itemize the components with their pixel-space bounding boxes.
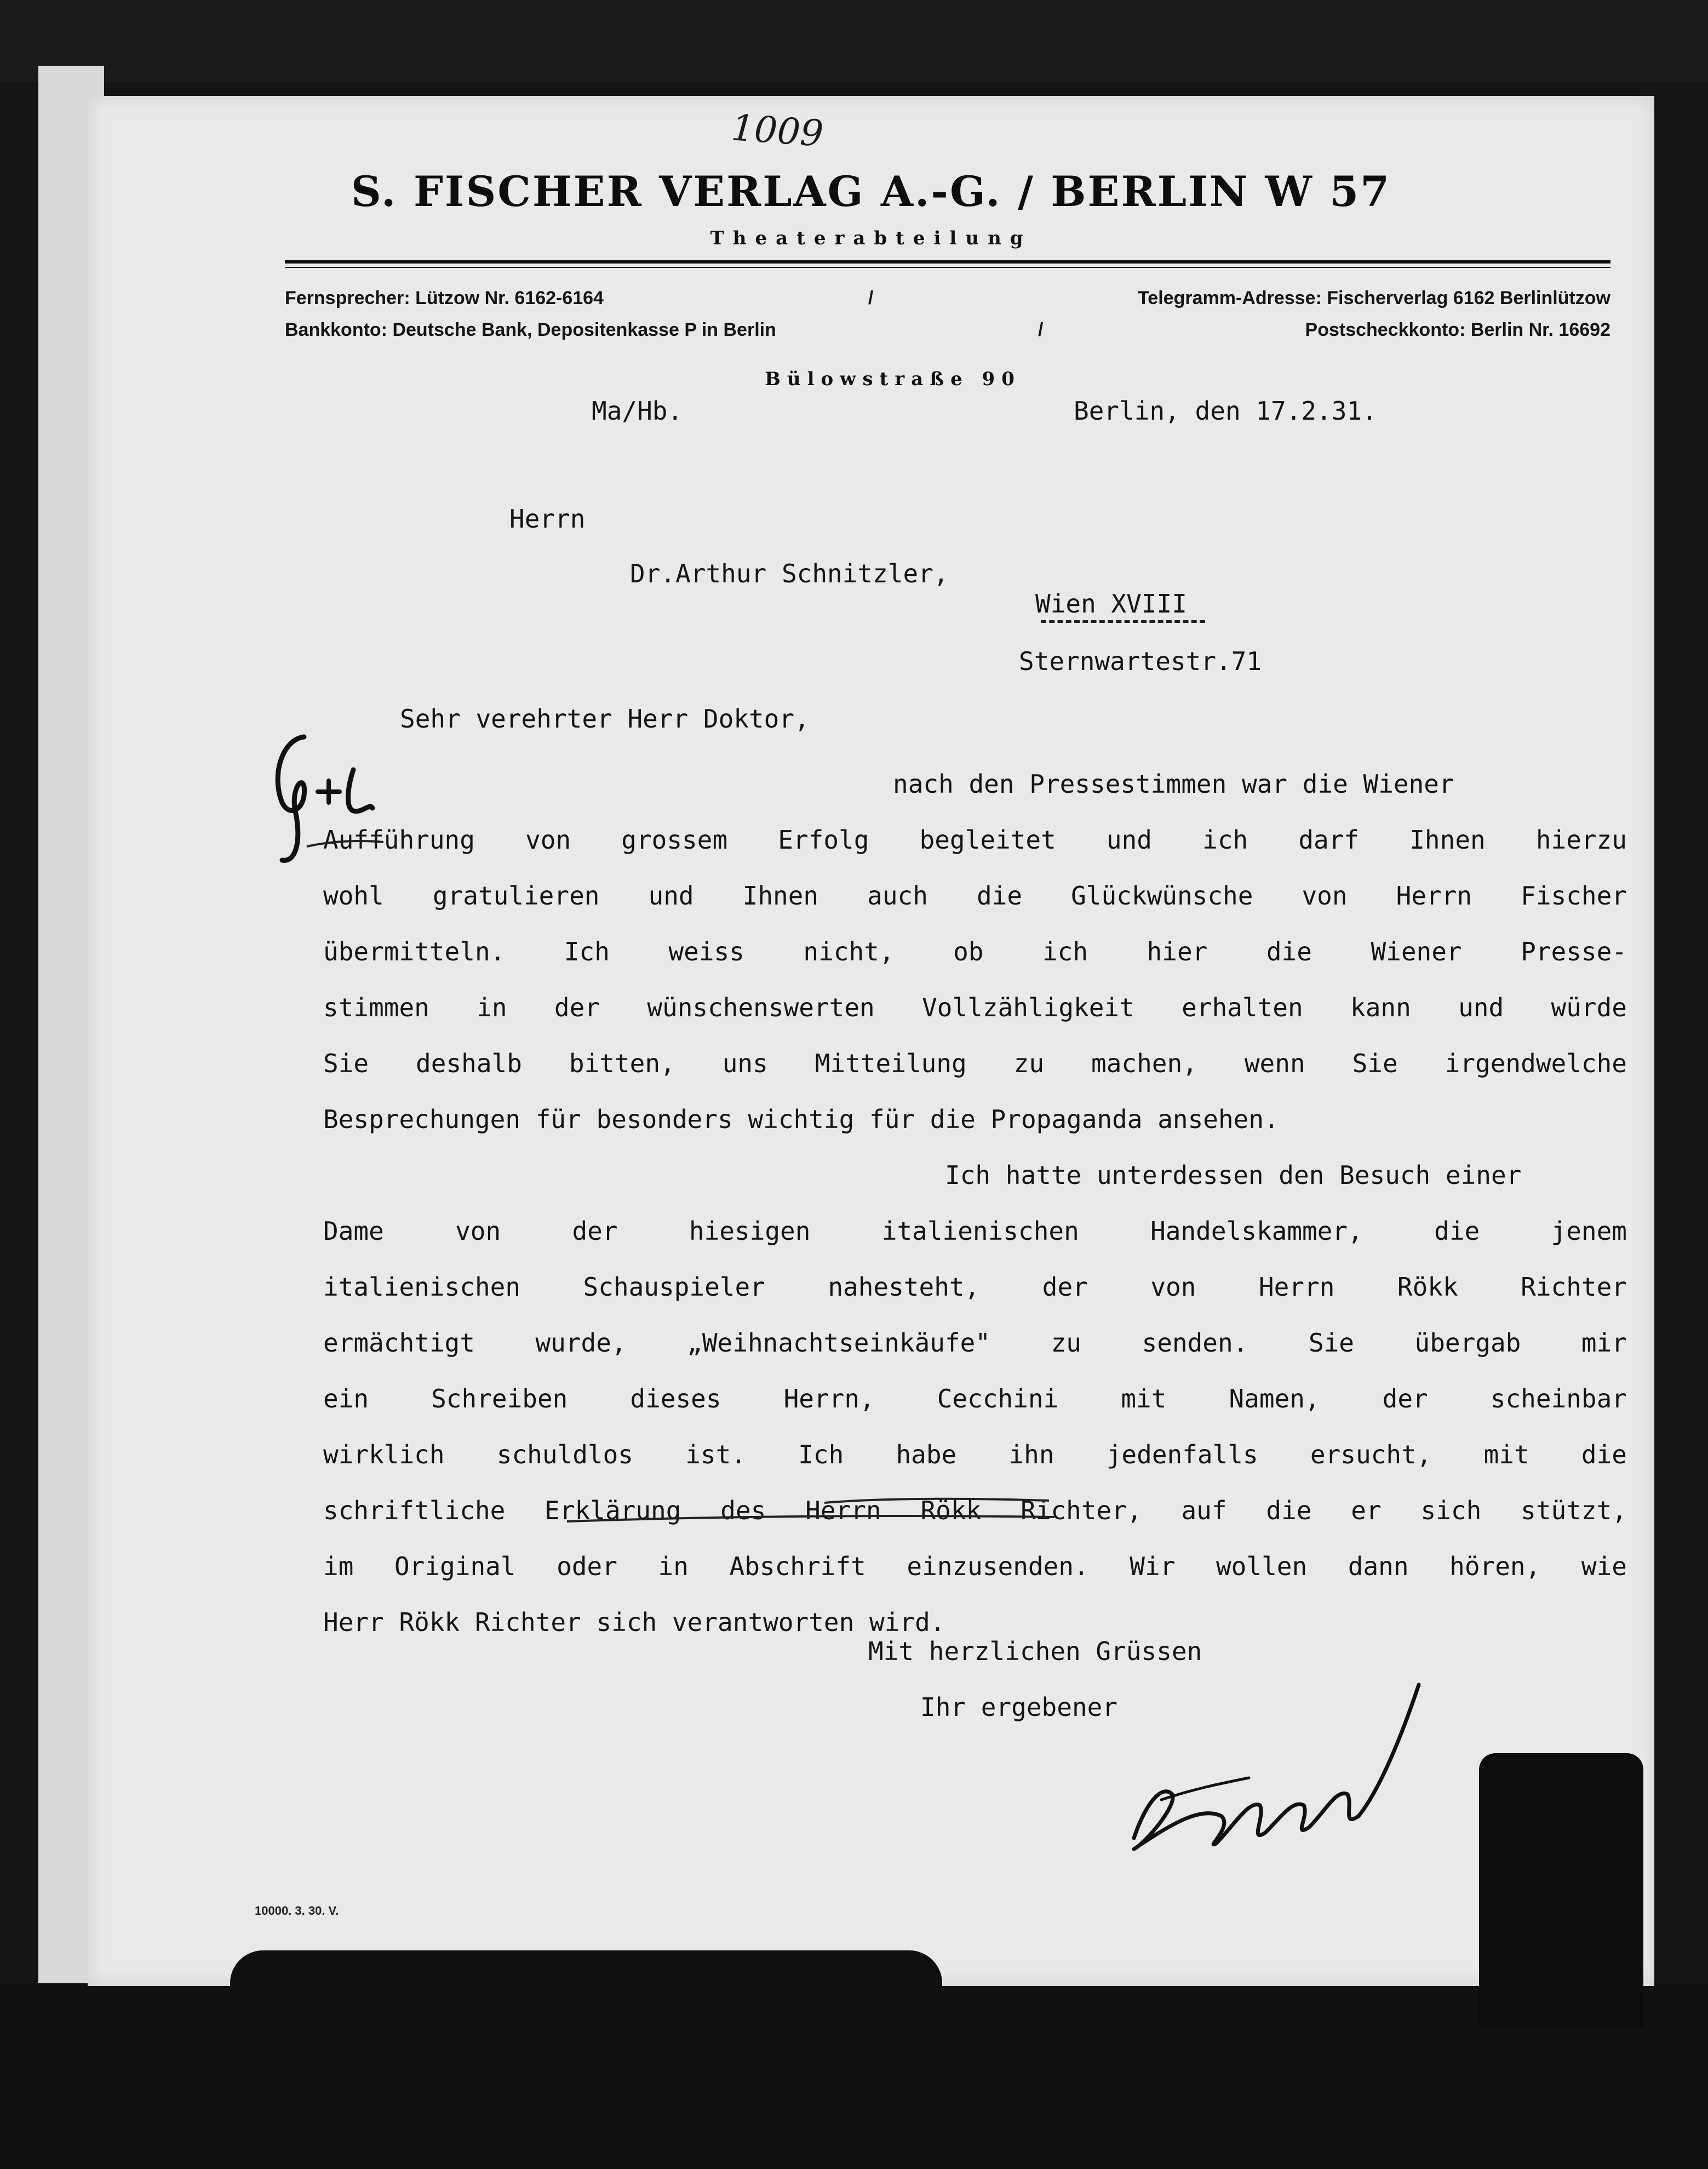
body-line: Ich hatte unterdessen den Besuch einer (945, 1160, 1522, 1190)
scan-border-top (0, 0, 1708, 82)
scan-shadow (1479, 1753, 1643, 2027)
recipient-city: Wien XVIII (1035, 589, 1187, 619)
archive-number: 1009 (730, 106, 825, 155)
reference-code: Ma/Hb. (592, 396, 683, 426)
closing-phrase: Mit herzlichen Grüssen (868, 1636, 1202, 1666)
city-underline (1041, 620, 1205, 623)
separator: / (868, 288, 874, 308)
signature (1112, 1663, 1441, 1882)
body-line: ein Schreiben dieses Herrn, Cecchini mit Namen, der scheinbar (323, 1384, 1627, 1413)
body-line: Herr Rökk Richter sich verantworten wird. (323, 1607, 945, 1637)
body-line: wohl gratulieren und Ihnen auch die Glückwünsche von Herrn Fischer (323, 881, 1627, 911)
telegram-info: Telegramm-Adresse: Fischerverlag 6162 Berlinlützow (1138, 288, 1610, 308)
body-line: Besprechungen für besonders wichtig für die Propaganda ansehen. (323, 1104, 1279, 1134)
body-line: stimmen in der wünschenswerten Vollzähligkeit erhalten kann und würde (323, 993, 1627, 1022)
letter-sheet (88, 96, 1654, 1986)
recipient-salutation: Herrn (509, 504, 586, 534)
contact-line-1 (285, 288, 1610, 309)
body-line: Dame von der hiesigen italienischen Handelskammer, die jenem (323, 1216, 1627, 1246)
postal-check-info: Postscheckkonto: Berlin Nr. 16692 (1305, 319, 1610, 340)
company-name: S. FISCHER VERLAG A.-G. / BERLIN W 57 (351, 167, 1391, 216)
body-line: Aufführung von grossem Erfolg begleitet und ich darf Ihnen hierzu (323, 825, 1627, 855)
body-line: nach den Pressestimmen war die Wiener (893, 769, 1454, 799)
phone-info: Fernsprecher: Lützow Nr. 6162-6164 (285, 288, 604, 308)
greeting: Sehr verehrter Herr Doktor, (400, 704, 810, 734)
body-line: wirklich schuldlos ist. Ich habe ihn jedenfalls ersucht, mit die (323, 1440, 1627, 1469)
body-line: Sie deshalb bitten, uns Mitteilung zu machen, wenn Sie irgendwelche (323, 1049, 1627, 1078)
body-line: übermitteln. Ich weiss nicht, ob ich hier die Wiener Presse- (323, 937, 1627, 966)
recipient-name: Dr.Arthur Schnitzler, (630, 559, 949, 588)
closing-valediction: Ihr ergebener (920, 1692, 1118, 1722)
letterhead-rule (285, 260, 1610, 264)
separator: / (1038, 319, 1044, 340)
body-line: im Original oder in Abschrift einzusenden. Wir wollen dann hören, wie (323, 1552, 1627, 1581)
recipient-street: Sternwartestr.71 (1019, 646, 1262, 676)
body-line: schriftliche Erklärung des Herrn Rökk Richter, auf die er sich stützt, (323, 1496, 1627, 1525)
scan-shadow-bottom (230, 1950, 942, 2027)
company-street: Bülowstraße 90 (765, 368, 1021, 390)
body-line: italienischen Schauspieler nahesteht, der von Herrn Rökk Richter (323, 1272, 1627, 1302)
contact-line-2 (285, 319, 1610, 341)
print-code: 10000. 3. 30. V. (255, 1904, 339, 1918)
pencil-underline (822, 1493, 1052, 1509)
body-line: ermächtigt wurde, „Weihnachtseinkäufe" zu senden. Sie übergab mir (323, 1328, 1627, 1358)
letterhead-rule-thin (285, 267, 1610, 268)
department-name: Theaterabteilung (710, 227, 1032, 249)
bank-info: Bankkonto: Deutsche Bank, Depositenkasse P in Berlin (285, 319, 776, 340)
pencil-underline (304, 835, 386, 852)
pencil-underline (564, 1509, 1057, 1526)
date-line: Berlin, den 17.2.31. (1074, 396, 1377, 426)
